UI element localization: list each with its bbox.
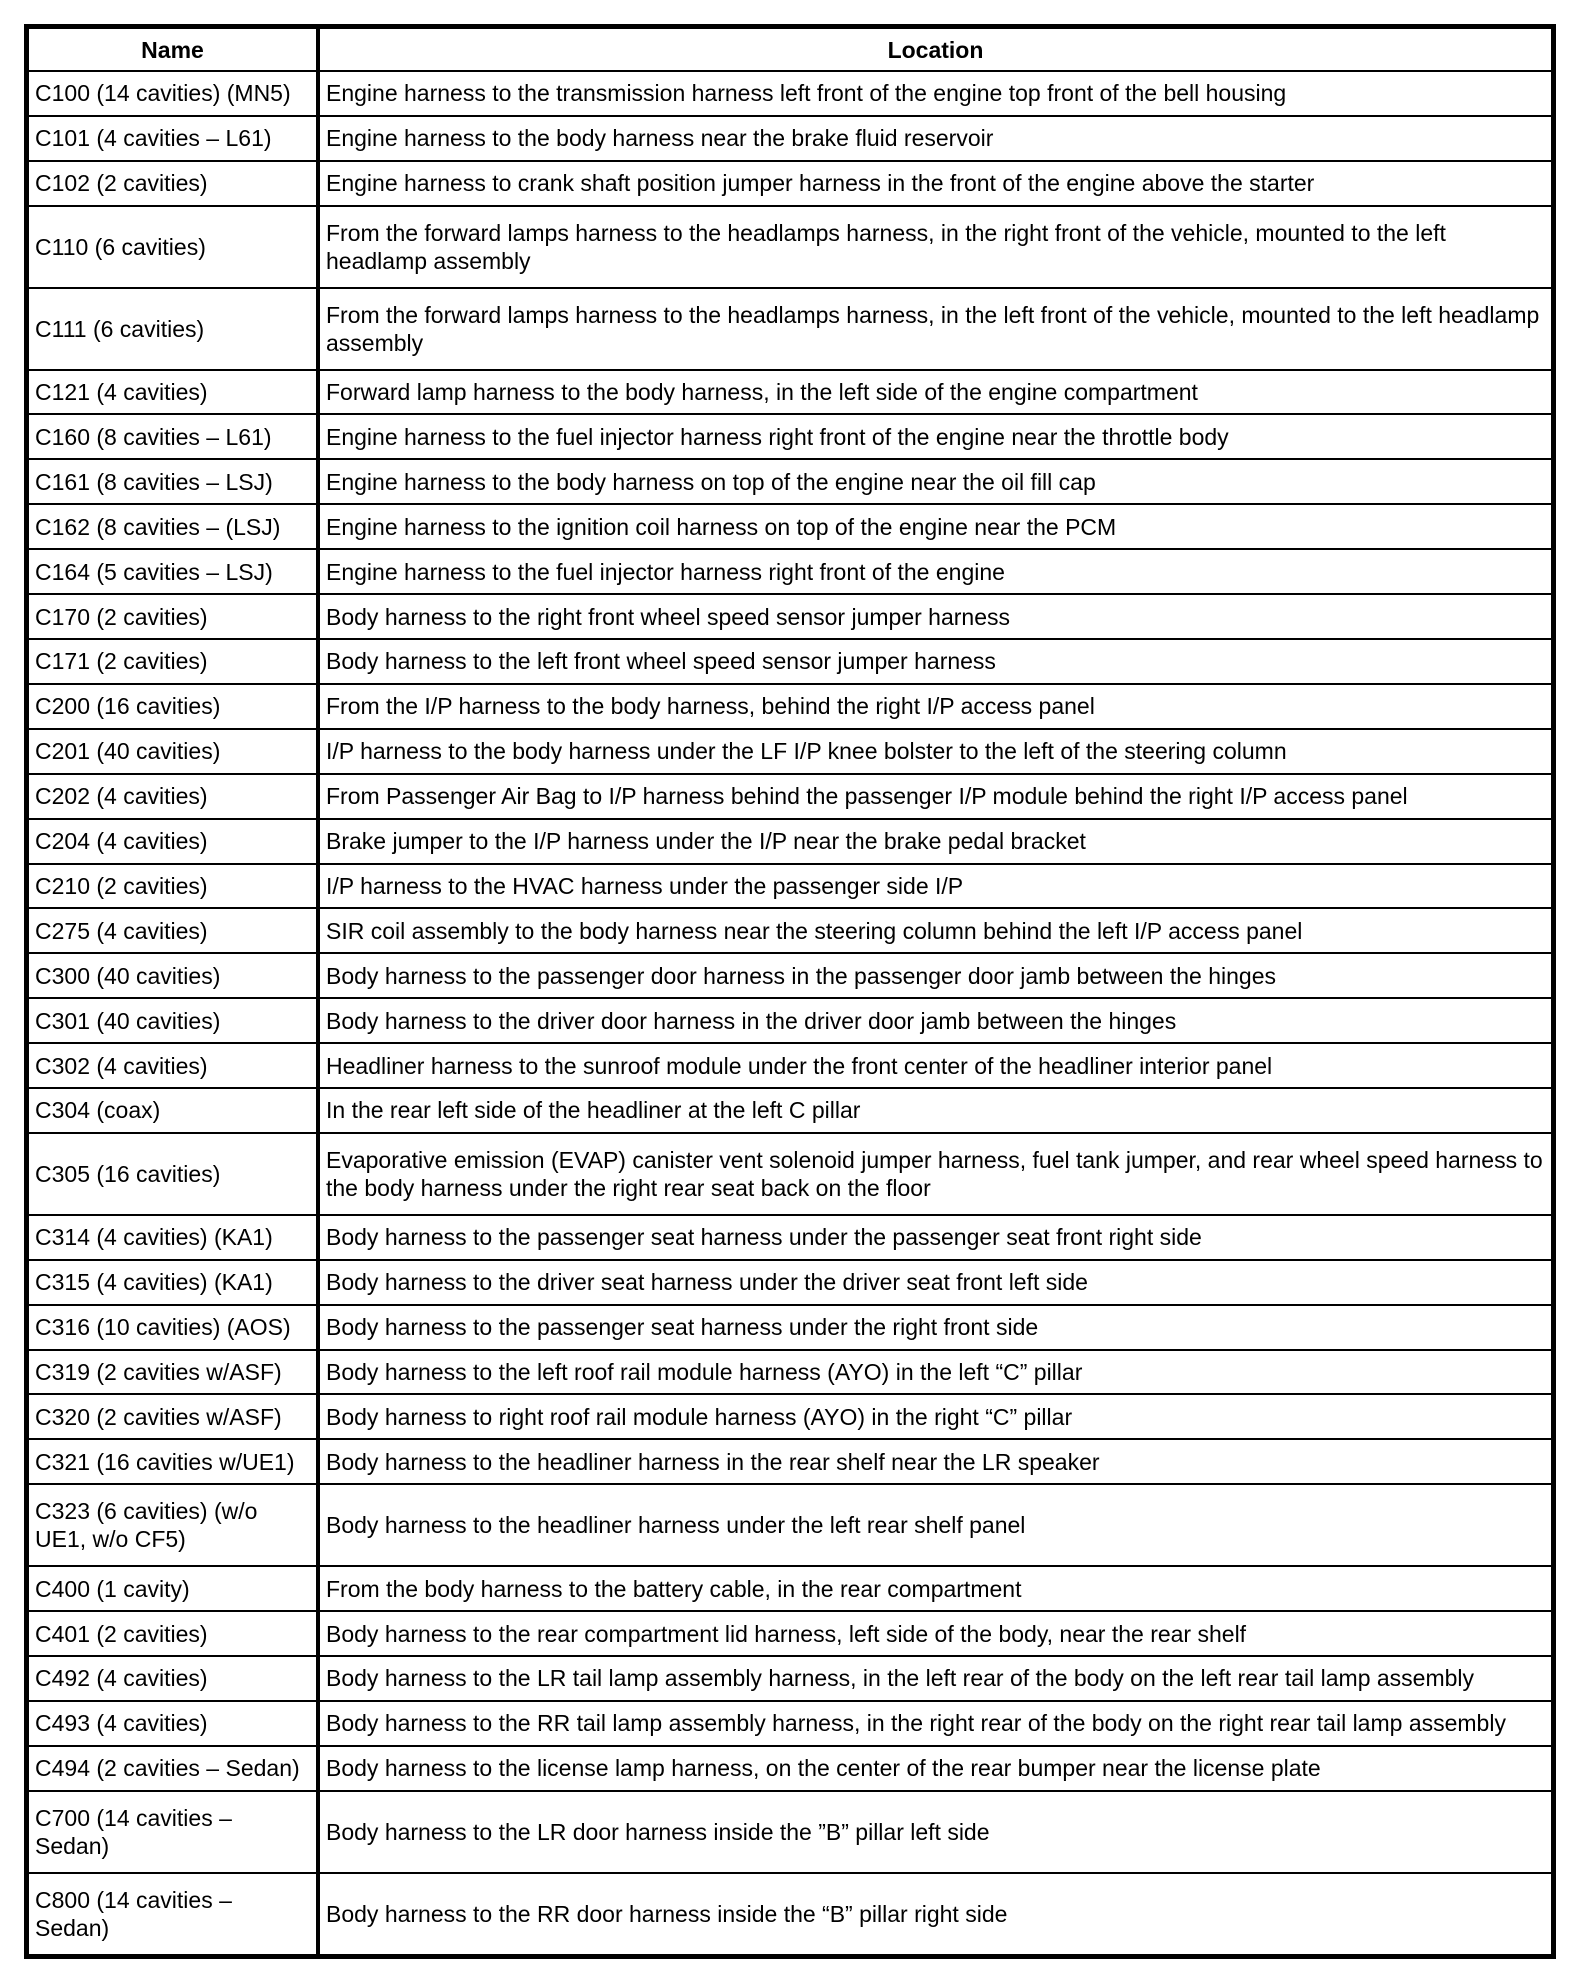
table-row [28, 1133, 1552, 1215]
table-row [28, 116, 1552, 161]
table-row [28, 71, 1552, 116]
connector-name-cell: C200 (16 cavities) [28, 684, 318, 729]
connector-name-cell: C101 (4 cavities – L61) [28, 116, 318, 161]
table-row [28, 414, 1552, 459]
table-row [28, 774, 1552, 819]
connector-name-cell: C304 (coax) [28, 1088, 318, 1133]
connector-name-cell: C121 (4 cavities) [28, 370, 318, 415]
connector-location-cell: Engine harness to the fuel injector harness right front of the engine near the throttle body [318, 414, 1552, 459]
connector-name-cell: C202 (4 cavities) [28, 774, 318, 819]
connector-name-cell: C401 (2 cavities) [28, 1611, 318, 1656]
table-row [28, 908, 1552, 953]
connector-location-cell: Body harness to the RR tail lamp assembly harness, in the right rear of the body on the right rear tail lamp assembly [318, 1701, 1552, 1746]
table-row [28, 1305, 1552, 1350]
connector-name-cell: C316 (10 cavities) (AOS) [28, 1305, 318, 1350]
connector-location-cell: From the forward lamps harness to the headlamps harness, in the left front of the vehicle, mounted to the left headlamp assembly [318, 288, 1552, 370]
connector-location-cell: Body harness to the driver door harness in the driver door jamb between the hinges [318, 998, 1552, 1043]
connector-location-table [27, 27, 1553, 1956]
table-row [28, 1043, 1552, 1088]
connector-location-cell: Engine harness to the body harness near the brake fluid reservoir [318, 116, 1552, 161]
connector-location-cell: Body harness to the LR tail lamp assembly harness, in the left rear of the body on the left rear tail lamp assembly [318, 1656, 1552, 1701]
table-row [28, 1350, 1552, 1395]
connector-name-cell: C320 (2 cavities w/ASF) [28, 1394, 318, 1439]
connector-location-cell: Body harness to the RR door harness inside the “B” pillar right side [318, 1873, 1552, 1955]
table-row [28, 1791, 1552, 1873]
table-body [28, 71, 1552, 1955]
connector-name-cell: C170 (2 cavities) [28, 594, 318, 639]
table-row [28, 1260, 1552, 1305]
connector-location-cell: Body harness to right roof rail module harness (AYO) in the right “C” pillar [318, 1394, 1552, 1439]
location-column-header: Location [318, 28, 1552, 71]
connector-name-cell: C302 (4 cavities) [28, 1043, 318, 1088]
connector-name-cell: C700 (14 cavities – Sedan) [28, 1791, 318, 1873]
table-row [28, 459, 1552, 504]
connector-location-cell: Headliner harness to the sunroof module under the front center of the headliner interior panel [318, 1043, 1552, 1088]
connector-name-cell: C204 (4 cavities) [28, 819, 318, 864]
connector-name-cell: C275 (4 cavities) [28, 908, 318, 953]
connector-location-cell: Body harness to the driver seat harness under the driver seat front left side [318, 1260, 1552, 1305]
connector-name-cell: C301 (40 cavities) [28, 998, 318, 1043]
table-row [28, 729, 1552, 774]
table-row [28, 639, 1552, 684]
connector-name-cell: C300 (40 cavities) [28, 953, 318, 998]
connector-name-cell: C314 (4 cavities) (KA1) [28, 1215, 318, 1260]
connector-name-cell: C160 (8 cavities – L61) [28, 414, 318, 459]
connector-location-cell: Engine harness to the fuel injector harness right front of the engine [318, 549, 1552, 594]
connector-name-cell: C110 (6 cavities) [28, 206, 318, 288]
table-row [28, 1611, 1552, 1656]
table-row [28, 1873, 1552, 1955]
connector-name-cell: C111 (6 cavities) [28, 288, 318, 370]
connector-location-cell: Engine harness to crank shaft position jumper harness in the front of the engine above the starter [318, 161, 1552, 206]
connector-location-cell: Evaporative emission (EVAP) canister vent solenoid jumper harness, fuel tank jumper, and rear wheel speed harness to the body harness under the right rear seat back on the floor [318, 1133, 1552, 1215]
connector-location-cell: Body harness to the LR door harness inside the ”B” pillar left side [318, 1791, 1552, 1873]
table-row [28, 998, 1552, 1043]
name-column-header: Name [28, 28, 318, 71]
table-row [28, 684, 1552, 729]
connector-name-cell: C492 (4 cavities) [28, 1656, 318, 1701]
table-row [28, 1394, 1552, 1439]
connector-name-cell: C161 (8 cavities – LSJ) [28, 459, 318, 504]
connector-location-cell: From the forward lamps harness to the headlamps harness, in the right front of the vehicle, mounted to the left headlamp assembly [318, 206, 1552, 288]
table-row [28, 1088, 1552, 1133]
table-row [28, 370, 1552, 415]
table-row [28, 549, 1552, 594]
table-row [28, 1566, 1552, 1611]
table-row [28, 1701, 1552, 1746]
table-row [28, 1484, 1552, 1566]
table-row [28, 206, 1552, 288]
connector-location-cell: Body harness to the headliner harness in the rear shelf near the LR speaker [318, 1439, 1552, 1484]
connector-location-cell: From the body harness to the battery cable, in the rear compartment [318, 1566, 1552, 1611]
connector-location-cell: SIR coil assembly to the body harness near the steering column behind the left I/P access panel [318, 908, 1552, 953]
table-header-row [28, 28, 1552, 71]
connector-location-cell: Engine harness to the transmission harness left front of the engine top front of the bell housing [318, 71, 1552, 116]
connector-name-cell: C493 (4 cavities) [28, 1701, 318, 1746]
connector-name-cell: C315 (4 cavities) (KA1) [28, 1260, 318, 1305]
connector-name-cell: C800 (14 cavities – Sedan) [28, 1873, 318, 1955]
connector-location-cell: Engine harness to the ignition coil harness on top of the engine near the PCM [318, 504, 1552, 549]
connector-name-cell: C494 (2 cavities – Sedan) [28, 1746, 318, 1791]
connector-name-cell: C162 (8 cavities – (LSJ) [28, 504, 318, 549]
table-row [28, 288, 1552, 370]
table-row [28, 819, 1552, 864]
connector-location-cell: From Passenger Air Bag to I/P harness behind the passenger I/P module behind the right I/P access panel [318, 774, 1552, 819]
connector-location-cell: From the I/P harness to the body harness, behind the right I/P access panel [318, 684, 1552, 729]
connector-location-table-frame [24, 24, 1556, 1959]
connector-location-cell: In the rear left side of the headliner at the left C pillar [318, 1088, 1552, 1133]
table-row [28, 1439, 1552, 1484]
connector-name-cell: C321 (16 cavities w/UE1) [28, 1439, 318, 1484]
table-row [28, 161, 1552, 206]
connector-location-cell: Body harness to the license lamp harness, on the center of the rear bumper near the license plate [318, 1746, 1552, 1791]
connector-name-cell: C400 (1 cavity) [28, 1566, 318, 1611]
connector-location-cell: Engine harness to the body harness on top of the engine near the oil fill cap [318, 459, 1552, 504]
table-row [28, 1215, 1552, 1260]
connector-location-cell: I/P harness to the body harness under the LF I/P knee bolster to the left of the steering column [318, 729, 1552, 774]
connector-location-cell: Body harness to the right front wheel speed sensor jumper harness [318, 594, 1552, 639]
connector-location-cell: Forward lamp harness to the body harness, in the left side of the engine compartment [318, 370, 1552, 415]
connector-name-cell: C210 (2 cavities) [28, 864, 318, 909]
table-row [28, 864, 1552, 909]
table-row [28, 1746, 1552, 1791]
connector-location-cell: Body harness to the passenger seat harness under the passenger seat front right side [318, 1215, 1552, 1260]
connector-location-cell: Body harness to the left front wheel speed sensor jumper harness [318, 639, 1552, 684]
table-row [28, 594, 1552, 639]
connector-name-cell: C164 (5 cavities – LSJ) [28, 549, 318, 594]
connector-location-cell: Brake jumper to the I/P harness under the I/P near the brake pedal bracket [318, 819, 1552, 864]
connector-location-cell: Body harness to the passenger seat harness under the right front side [318, 1305, 1552, 1350]
connector-location-cell: Body harness to the headliner harness under the left rear shelf panel [318, 1484, 1552, 1566]
connector-name-cell: C319 (2 cavities w/ASF) [28, 1350, 318, 1395]
connector-name-cell: C102 (2 cavities) [28, 161, 318, 206]
connector-name-cell: C171 (2 cavities) [28, 639, 318, 684]
table-row [28, 953, 1552, 998]
connector-location-cell: Body harness to the passenger door harness in the passenger door jamb between the hinges [318, 953, 1552, 998]
connector-location-cell: Body harness to the left roof rail module harness (AYO) in the left “C” pillar [318, 1350, 1552, 1395]
connector-name-cell: C100 (14 cavities) (MN5) [28, 71, 318, 116]
connector-name-cell: C201 (40 cavities) [28, 729, 318, 774]
connector-name-cell: C323 (6 cavities) (w/o UE1, w/o CF5) [28, 1484, 318, 1566]
connector-location-cell: I/P harness to the HVAC harness under the passenger side I/P [318, 864, 1552, 909]
table-row [28, 504, 1552, 549]
table-row [28, 1656, 1552, 1701]
connector-location-cell: Body harness to the rear compartment lid harness, left side of the body, near the rear shelf [318, 1611, 1552, 1656]
connector-name-cell: C305 (16 cavities) [28, 1133, 318, 1215]
